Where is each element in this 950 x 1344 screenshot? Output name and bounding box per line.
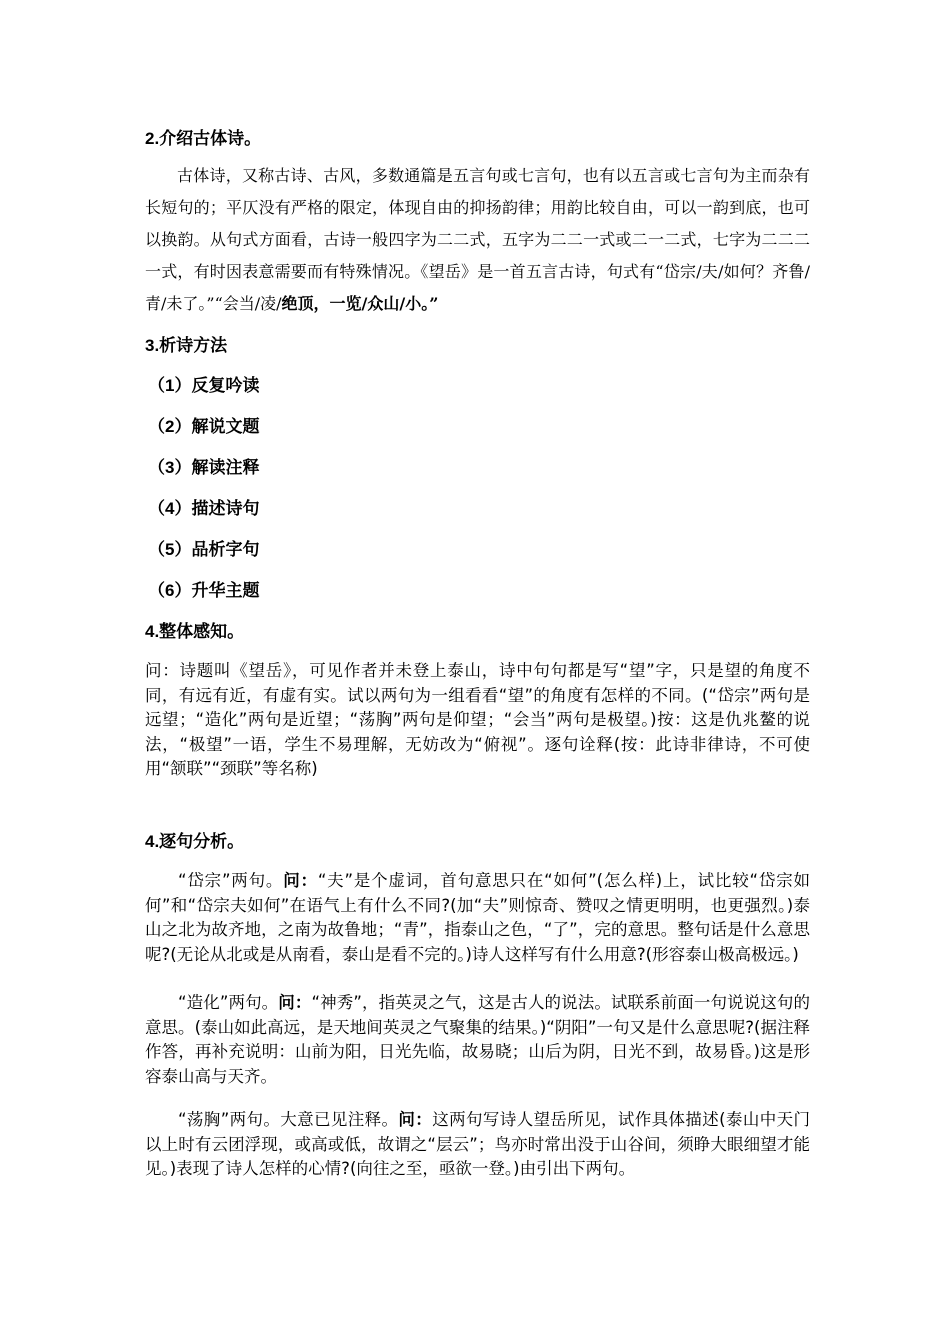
paragraph-daizong-question-label: 问： — [283, 871, 318, 890]
paragraph-daizong-body: “夫”是个虚词，首句意思只在“如何”(怎么样)上，试比较“岱宗如何”和“岱宗夫如何”在语气上有什么不同?(加“夫”则惊奇、赞叹之情更明明，也更强烈。)泰山之北为故齐地，之南为故鲁地；“青”，指泰山之色，“了”，完的意思。整句话是什么意思呢?(无论从北或是从南看，泰山是看不完的。)诗人这样写有什么用意?(形容泰山极高极远。) — [145, 871, 810, 964]
paragraph-dangxiong-question-label: 问： — [398, 1110, 433, 1129]
paragraph-zaohua-body: “神秀”，指英灵之气，这是古人的说法。试联系前面一句说说这句的意思。(泰山如此高远，是天地间英灵之气聚集的结果。)“阴阳”一句又是什么意思呢?(据注释作答，再补充说明：山前为阳，日光先临，故易晓；山后为阴，日光不到，故易昏。)这是形容泰山高与天齐。 — [145, 993, 810, 1086]
section-heading-intro-ancient-poetry: 2.介绍古体诗。 — [145, 129, 262, 148]
method-item-4: （4）描述诗句 — [148, 499, 260, 518]
method-item-5: （5）品析字句 — [148, 540, 260, 559]
paragraph-daizong-lead: “岱宗”两句。 — [178, 871, 284, 890]
method-item-1: （1）反复吟读 — [148, 376, 260, 395]
paragraph-zaohua — [145, 991, 810, 1089]
paragraph-dangxiong-body: 这两句写诗人望岳所见，试作具体描述(泰山中天门以上时有云团浮现，或高或低，故谓之“层云”；鸟亦时常出没于山谷间，须睁大眼细望才能见。)表现了诗人怎样的心情?(向往之至，亟欲一登。)由引出下两句。 — [145, 1110, 810, 1178]
method-item-6: （6）升华主题 — [148, 581, 260, 600]
paragraph-dangxiong-lead: “荡胸”两句。大意已见注释。 — [178, 1110, 399, 1129]
section-heading-analysis-methods: 3.析诗方法 — [145, 336, 228, 355]
paragraph-daizong — [145, 869, 810, 967]
paragraph-zaohua-question-label: 问： — [278, 993, 312, 1012]
paragraph-overall-perception: 问：诗题叫《望岳》，可见作者并未登上泰山，诗中句句都是写“望”字，只是望的角度不同，有远有近，有虚有实。试以两句为一组看看“望”的角度有怎样的不同。(“岱宗”两句是远望；“造化”两句是近望；“荡胸”两句是仰望；“会当”两句是极望。)按：这是仇兆鳌的说法，“极望”一语，学生不易理解，无妨改为“俯视”。逐句诠释(按：此诗非律诗，不可使用“颔联”“颈联”等名称) — [145, 661, 810, 778]
section-heading-line-analysis: 4.逐句分析。 — [145, 832, 245, 851]
paragraph-ancient-poetry-bold-text: 绝顶，一览/众山/小。” — [281, 294, 439, 313]
paragraph-dangxiong — [145, 1108, 810, 1182]
section-heading-overall-perception: 4.整体感知。 — [145, 622, 245, 641]
method-item-2: （2）解说文题 — [148, 417, 260, 436]
paragraph-ancient-poetry — [145, 160, 810, 320]
paragraph-ancient-poetry-text: 古体诗，又称古诗、古风，多数通篇是五言句或七言句，也有以五言或七言句为主而杂有长短句的；平仄没有严格的限定，体现自由的抑扬韵律；用韵比较自由，可以一韵到底，也可以换韵。从句式方面看，古诗一般四字为二二式，五字为二二一式或二一二式，七字为二二二一式，有时因表意需要而有特殊情况。《望岳》是一首五言古诗，句式有“岱宗/夫/如何？齐鲁/青/未了。”“会当/凌/ — [145, 166, 810, 313]
paragraph-zaohua-lead: “造化”两句。 — [178, 993, 279, 1012]
method-item-3: （3）解读注释 — [148, 458, 260, 477]
